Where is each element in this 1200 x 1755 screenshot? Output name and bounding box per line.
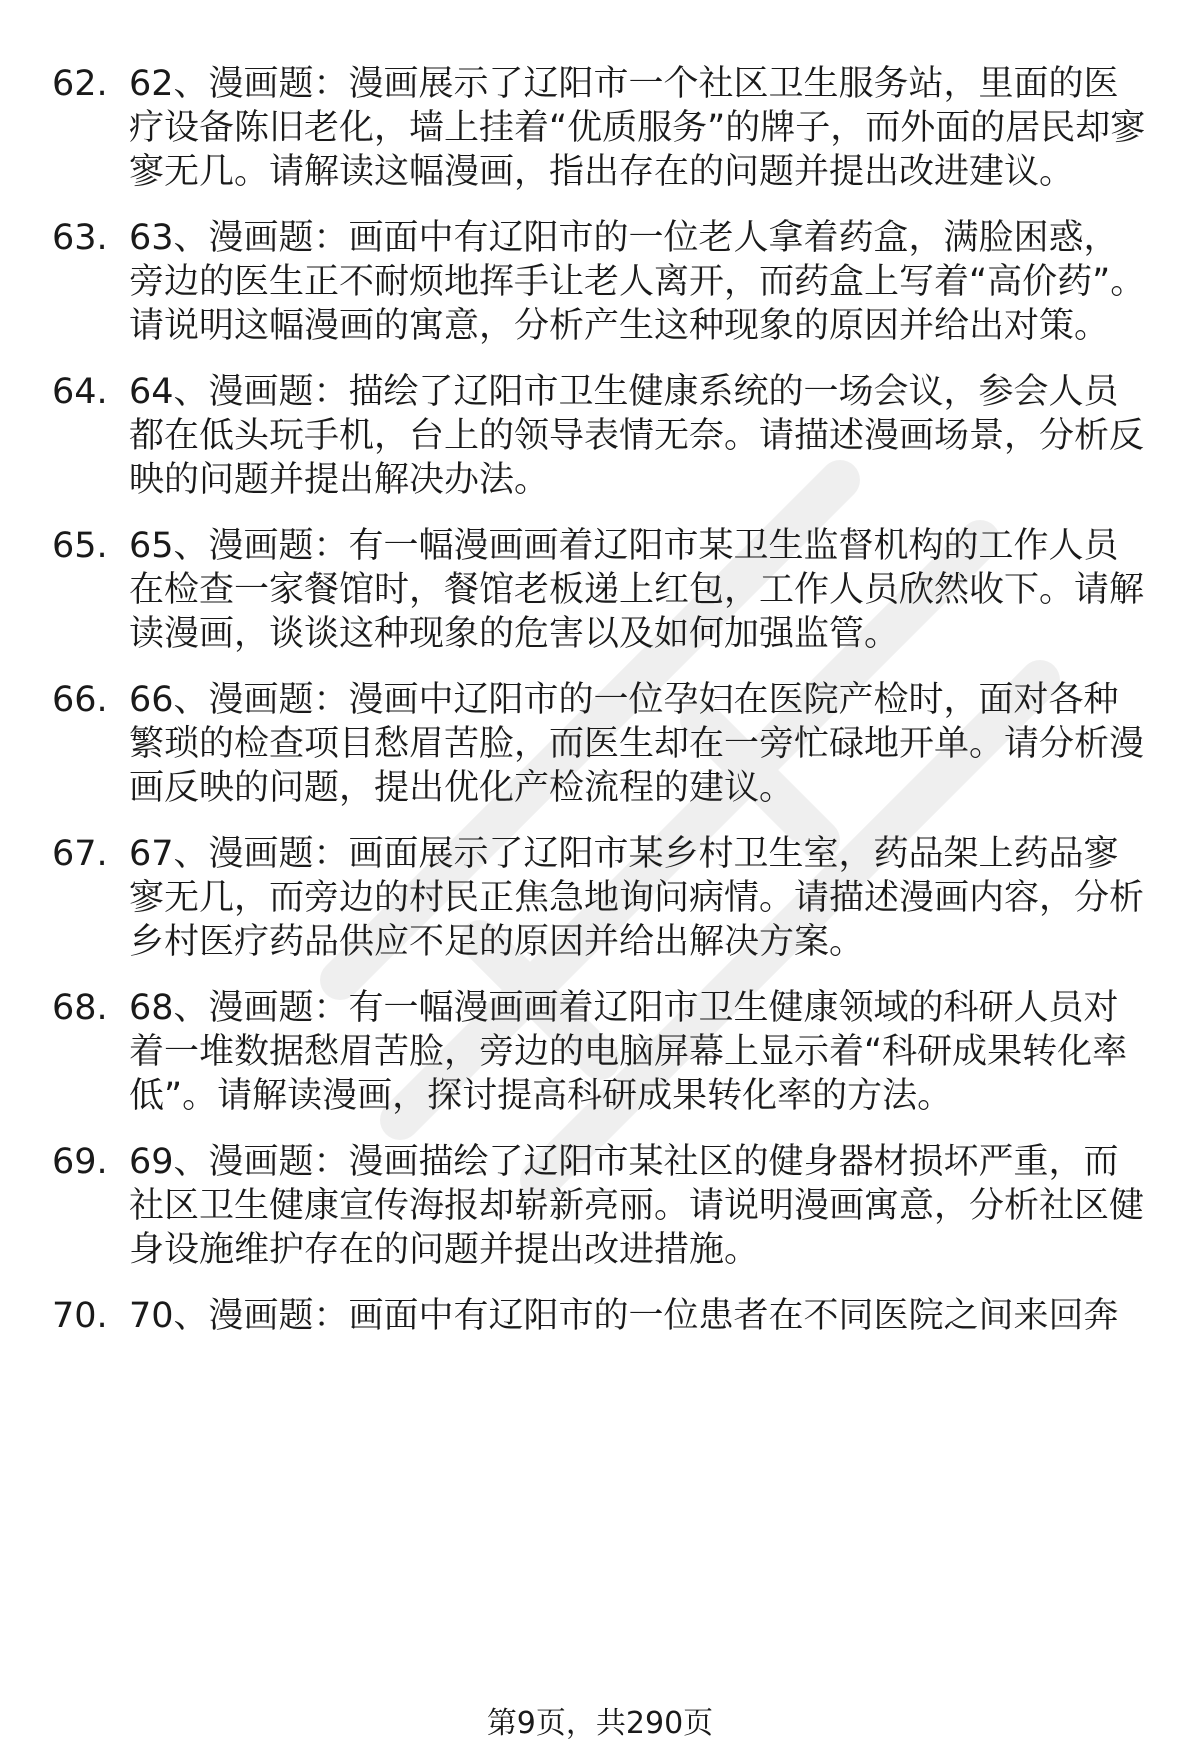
question-text: 65、漫画题：有一幅漫画画着辽阳市某卫生监督机构的工作人员在检查一家餐馆时，餐馆老板递上红包，工作人员欣然收下。请解读漫画，谈谈这种现象的危害以及如何加强监管。 <box>129 526 1145 654</box>
question-number: 70. <box>52 1296 108 1336</box>
question-item-63 <box>52 216 1152 348</box>
question-text: 69、漫画题：漫画描绘了辽阳市某社区的健身器材损坏严重，而社区卫生健康宣传海报却崭新亮丽。请说明漫画寓意，分析社区健身设施维护存在的问题并提出改进措施。 <box>129 1142 1145 1270</box>
question-text: 62、漫画题：漫画展示了辽阳市一个社区卫生服务站，里面的医疗设备陈旧老化，墙上挂着“优质服务”的牌子，而外面的居民却寥寥无几。请解读这幅漫画，指出存在的问题并提出改进建议。 <box>129 64 1146 192</box>
question-item-69 <box>52 1140 1152 1272</box>
question-item-64 <box>52 370 1152 502</box>
question-number: 66. <box>52 680 108 720</box>
question-number: 65. <box>52 526 108 566</box>
question-item-70 <box>52 1294 1152 1338</box>
question-text: 66、漫画题：漫画中辽阳市的一位孕妇在医院产检时，面对各种繁琐的检查项目愁眉苦脸，而医生却在一旁忙碌地开单。请分析漫画反映的问题，提出优化产检流程的建议。 <box>129 680 1145 808</box>
question-item-68 <box>52 986 1152 1118</box>
question-text: 63、漫画题：画面中有辽阳市的一位老人拿着药盒，满脸困惑，旁边的医生正不耐烦地挥手让老人离开，而药盒上写着“高价药”。请说明这幅漫画的寓意，分析产生这种现象的原因并给出对策。 <box>129 218 1146 346</box>
question-text: 67、漫画题：画面展示了辽阳市某乡村卫生室，药品架上药品寥寥无几，而旁边的村民正焦急地询问病情。请描述漫画内容，分析乡村医疗药品供应不足的原因并给出解决方案。 <box>129 834 1145 962</box>
question-item-65 <box>52 524 1152 656</box>
question-item-62 <box>52 62 1152 194</box>
question-number: 69. <box>52 1142 108 1182</box>
question-list <box>52 62 1152 1360</box>
question-item-66 <box>52 678 1152 810</box>
question-text: 70、漫画题：画面中有辽阳市的一位患者在不同医院之间来回奔 <box>129 1296 1119 1336</box>
question-number: 62. <box>52 64 108 104</box>
question-text: 64、漫画题：描绘了辽阳市卫生健康系统的一场会议，参会人员都在低头玩手机，台上的领导表情无奈。请描述漫画场景，分析反映的问题并提出解决办法。 <box>129 372 1145 500</box>
question-number: 63. <box>52 218 108 258</box>
question-number: 67. <box>52 834 108 874</box>
page-number-footer: 第9页，共290页 <box>486 1706 714 1741</box>
question-number: 64. <box>52 372 108 412</box>
question-item-67 <box>52 832 1152 964</box>
question-text: 68、漫画题：有一幅漫画画着辽阳市卫生健康领域的科研人员对着一堆数据愁眉苦脸，旁边的电脑屏幕上显示着“科研成果转化率低”。请解读漫画，探讨提高科研成果转化率的方法。 <box>129 988 1128 1116</box>
question-number: 68. <box>52 988 108 1028</box>
